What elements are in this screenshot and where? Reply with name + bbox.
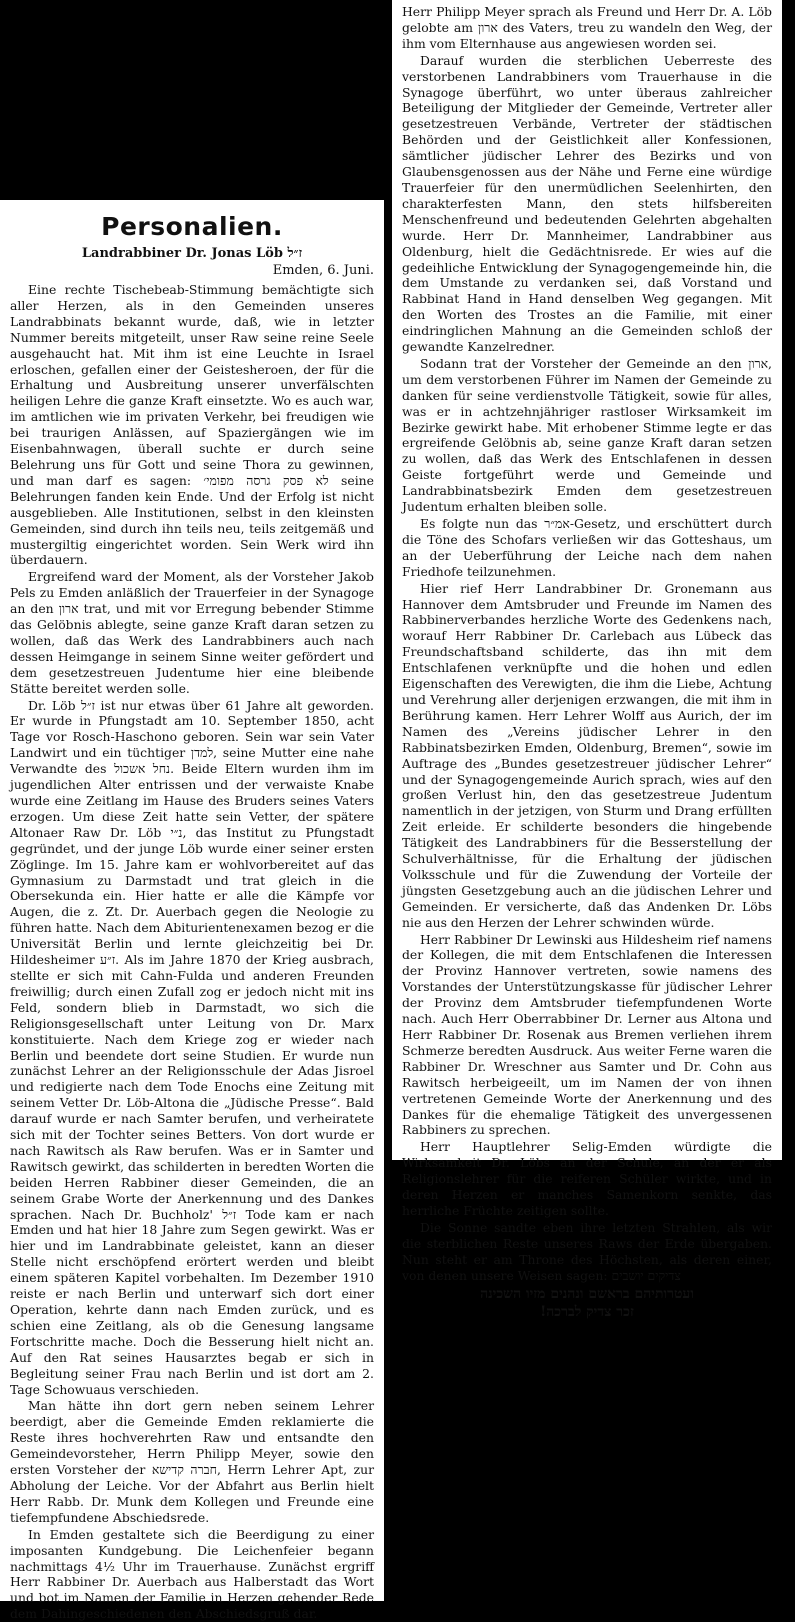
right-column xyxy=(392,0,782,1320)
paragraph: Herr Philipp Meyer sprach als Freund und Herr Dr. A. Löb gelobte am ארון des Vaters, treu zu wandeln den Weg, der ihm vom Elternhause aus angewiesen worden sei. xyxy=(402,4,773,51)
paragraph: Ergreifend ward der Moment, als der Vorsteher Jakob Pels zu Emden anläßlich der Trauerfeier in der Synagoge an den ארון trat, und mit vor Erregung bebender Stimme das Gelöbnis ablegte, seine ganze Kraft daran setzen zu wollen, daß das Werk des Landrabbiners auch nach dessen Heimgange in seinem Sinne weiter gefördert und dem gesetzestreuen Judentume hier eine bleibende Stätte bereitet werden solle. xyxy=(10,569,374,696)
hebrew-closing-line: זכר צדיק לברכה! xyxy=(540,1303,634,1320)
paragraph: Hier rief Herr Landrabbiner Dr. Gronemann aus Hannover dem Amtsbruder und Freunde im Namen des Rabbinerverbandes herzliche Worte des Gedenkens nach, worauf Herr Rabbiner Dr. Carlebach aus Lübeck das Freundschaftsband schilderte, das ihn mit dem Entschlafenen verknüpfte und die hohen und edlen Eigenschaften des Verewigten, die ihm die Liebe, Achtung und Verehrung aller derjenigen erzwangen, die mit ihm in Berührung kamen. Herr Lehrer Wolff aus Aurich, der im Namen des „Vereins jüdischer Lehrer in den Rabbinatsbezirken Emden, Oldenburg, Bremen“, sowie im Auftrage des „Bundes gesetzestreuer jüdischer Lehrer“ und der Synagogengemeinde Aurich sprach, wies auf den großen Verlust hin, den das gesetzestreue Judentum namentlich in der jetzigen, von Sturm und Drang erfüllten Zeit erleide. Er schilderte besonders die hingebende Tätigkeit des Landrabbiners für die Besserstellung der Schulverhältnisse, für die Erhaltung der jüdischen Volksschule und für die Zuwendung der Vorteile der jüngsten Gesetzgebung auch an die jüdischen Lehrer und Gemeinden. Er versicherte, daß das Andenken Dr. Löbs nie aus den Herzen der Lehrer schwinden würde. xyxy=(402,580,772,930)
paragraph: Herr Hauptlehrer Selig-Emden würdigte die Wirksamkeit Dr. Löbs an der Schule, an der er als Religionslehrer für die reiferen Schüler wirkte, und in deren Herzen er manches Samenkorn senkte, das herrliche Früchte zeitigen sollte. xyxy=(402,1139,772,1218)
paragraph: In Emden gestaltete sich die Beerdigung zu einer imposanten Kundgebung. Die Leichenfeier begann nachmittags 4½ Uhr im Trauerhause. Zunächst ergriff Herr Rabbiner Dr. Auerbach aus Halberstadt das Wort und bot im Namen der Familie in Herzen gehender Rede dem Dahingeschiedenen den Abschiedsgruß dar. xyxy=(10,1526,374,1622)
paragraph: Die Sonne sandte eben ihre letzten Strahlen, als wir die sterblichen Reste unseres Raws der Erde übergaben. Nun steht er am Throne des Höchsten, als deren einer, von denen unsere Weisen sagen: צדיקים יושבים xyxy=(402,1219,772,1283)
article-subtitle: Landrabbiner Dr. Jonas Löb ז״ל xyxy=(81,246,303,261)
article-title: Personalien. xyxy=(101,212,283,241)
hebrew-quote-line: ועטרותיהם בראשם ונהנים מזיו השכינה xyxy=(480,1285,694,1302)
paragraph: Man hätte ihn dort gern neben seinem Lehrer beerdigt, aber die Gemeinde Emden reklamierte die Reste ihres hochverehrten Raw und entsandte den Gemeindevorsteher, Herrn Philipp Meyer, sowie den ersten Vorsteher der חברה קדישא, Herrn Lehrer Apt, zur Abholung der Leiche. Vor der Abfahrt aus Berlin hielt Herr Rabb. Dr. Munk dem Kollegen und Freunde eine tiefempfundene Abschiedsrede. xyxy=(10,1398,375,1525)
left-column xyxy=(0,200,384,1622)
paragraph: Es folgte nun das אמ״ר-Gesetz, und erschüttert durch die Töne des Schofars verließen wir das Gotteshaus, um an der Ueberführung der Leiche nach dem nahen Friedhofe teilzunehmen. xyxy=(402,516,772,579)
paragraph: Herr Rabbiner Dr Lewinski aus Hildesheim rief namens der Kollegen, die mit dem Entschlafenen die Interessen der Provinz Hannover vertreten, sowie namens des Vorstandes der Unterstützungskasse für jüdischer Lehrer der Provinz dem Amtsbruder tiefempfundenen Worte nach. Auch Herr Oberrabbiner Dr. Lerner aus Altona und Herr Rabbiner Dr. Rosenak aus Bremen verliehen ihrem Schmerze beredten Ausdruck. Aus weiter Ferne waren die Rabbiner Dr. Wreschner aus Samter und Dr. Cohn aus Rawitsch herbeigeeilt, um im Namen der von ihnen vertretenen Gemeinde Worte der Anerkennung und des Dankes für die ehemalige Tätigkeit des unvergessenen Rabbiners zu sprechen. xyxy=(402,931,772,1138)
article-dateline: Emden, 6. Juni. xyxy=(272,263,374,278)
paragraph: Eine rechte Tischebeab-Stimmung bemächtigte sich aller Herzen, als in den Gemeinden unseres Landrabbinats bekannt wurde, daß, wie in letzter Nummer bereits mitgeteilt, unser Raw seine reine Seele ausgehaucht hat. Mit ihm ist eine Leuchte in Israel erloschen, gefallen einer der Geistesheroen, der für die Erhaltung und Ausbreitung unserer unverfälschten heiligen Lehre die ganze Kraft einsetzte. Wo es auch war, im amtlichen wie im privaten Verkehr, bei freudigen wie bei traurigen Anlässen, auf Spaziergängen wie im Eisenbahnwagen, überall suchte er durch seine Belehrung uns für Gott und seine Thora zu gewinnen, und man darf es sagen: לא פסק גרסה מפומי׳ seine Belehrungen fanden kein Ende. Und der Erfolg ist nicht ausgeblieben. Alle Institutionen, selbst in den kleinsten Gemeinden, sind durch ihn teils neu, teils zeitgemäß und mustergiltig eingerichtet worden. Sein Werk wird ihn überdauern. xyxy=(10,282,374,568)
paragraph: Dr. Löb ז״ל ist nur etwas über 61 Jahre alt geworden. Er wurde in Pfungstadt am 10. September 1850, acht Tage vor Rosch-Haschono geboren. Sein war sein Vater Landwirt und ein tüchtiger למדן, seine Mutter eine nahe Verwandte des נחל אשכול. Beide Eltern wurden ihm im jugendlichen Alter entrissen und der verwaiste Knabe wurde eine Zeitlang im Hause des Bruders seines Vaters erzogen. Um diese Zeit hatte sein Vetter, der spätere Altonaer Raw Dr. Löb נ״י, das Institut zu Pfungstadt gegründet, und der junge Löb wurde einer seiner ersten Zöglinge. Im 15. Jahre kam er wohlvorbereitet auf das Gymnasium zu Darmstadt und trat gleich in die Obersekunda ein. Hier hatte er alle die Kämpfe vor Augen, die z. Zt. Dr. Auerbach gegen die Neologie zu führen hatte. Nach dem Abiturientenexamen bezog er die Universität Berlin und lernte gleichzeitig bei Dr. Hildesheimer ז״ע. Als im Jahre 1870 der Krieg ausbrach, stellte er sich mit Cahn-Fulda und anderen Freunden freiwillig; durch einen Zufall zog er jedoch nicht mit ins Feld, sondern blieb in Darmstadt, wo sich die Religionsgesellschaft unter Leitung von Dr. Marx konstituierte. Nach dem Kriege zog er wieder nach Berlin und beendete dort seine Studien. Er wurde nun zunächst Lehrer an der Religionsschule der Adas Jisroel und redigierte nach dem Tode Enochs eine Zeitung mit seinem Vetter Dr. Löb-Altona die „Jüdische Presse“. Bald darauf wurde er nach Samter berufen, und verheiratete sich mit der Tochter seines Betters. Von dort wurde er nach Rawitsch als Raw berufen. Was er in Samter und Rawitsch gewirkt, das schilderten in beredten Worten die beiden Herren Rabbiner dieser Gemeinden, die an seinem Grabe Worte der Anerkennung und des Dankes sprachen. Nach Dr. Buchholz' ז״ל Tode kam er nach Emden und hat hier 18 Jahre zum Segen gewirkt. Was er hier und im Landrabbinate geleistet, kann an dieser Stelle nicht erschöpfend erörtert werden und bleibt einem späteren Kapitel vorbehalten. Im Dezember 1910 reiste er nach Berlin und unterwarf sich dort einer Operation, kehrte dann nach Emden zurück, und es schien eine Zeitlang, als ob die Genesung langsame Fortschritte mache. Doch die Besserung hielt nicht an. Auf den Rat seines Hausarztes begab er sich in Begleitung seiner Frau nach Berlin und ist dort am 2. Tage Schowuaus verschieden. xyxy=(10,697,375,1397)
paragraph: Sodann trat der Vorsteher der Gemeinde an den ארון, um dem verstorbenen Führer im Namen der Gemeinde zu danken für seine verdienstvolle Tätigkeit, sowie für alles, was er in achtzehnjähriger rastloser Wirksamkeit im Bezirke gewirkt habe. Mit erhobener Stimme legte er das ergreifende Gelöbnis ab, seine ganze Kraft daran setzen zu wollen, daß das Werk des Entschlafenen in dessen Geiste fortgeführt werde und Gemeinde und Landrabbinatsbezirk Emden dem gesetzestreuen Judentum erhalten bleiben solle. xyxy=(402,355,772,515)
paragraph: Darauf wurden die sterblichen Ueberreste des verstorbenen Landrabbiners vom Trauerhause in die Synagoge überführt, wo unter überaus zahlreicher Beteiligung der Mitglieder der Gemeinde, Vertreter aller gesetzestreuen Verbände, Vertreter der städtischen Behörden und der Geistlichkeit aller Konfessionen, sämtlicher jüdischer Lehrer des Bezirks und von Glaubensgenossen aus der Nähe und Ferne eine würdige Trauerfeier für den unermüdlichen Seelenhirten, den charakterfesten Mann, den stets hilfsbereiten Menschenfreund und bedeutenden Gelehrten abgehalten wurde. Herr Dr. Mannheimer, Landrabbiner aus Oldenburg, hielt die Gedächtnisrede. Er wies auf die gedeihliche Entwicklung der Synagogengemeinde hin, die dem Umstande zu verdanken sei, daß Vorstand und Rabbinat Hand in Hand denselben Weg gegangen. Mit den Worten des Trostes an die Familie, mit einer eindringlichen Mahnung an die Gemeinden schloß der gewandte Kanzelredner. xyxy=(402,52,772,355)
